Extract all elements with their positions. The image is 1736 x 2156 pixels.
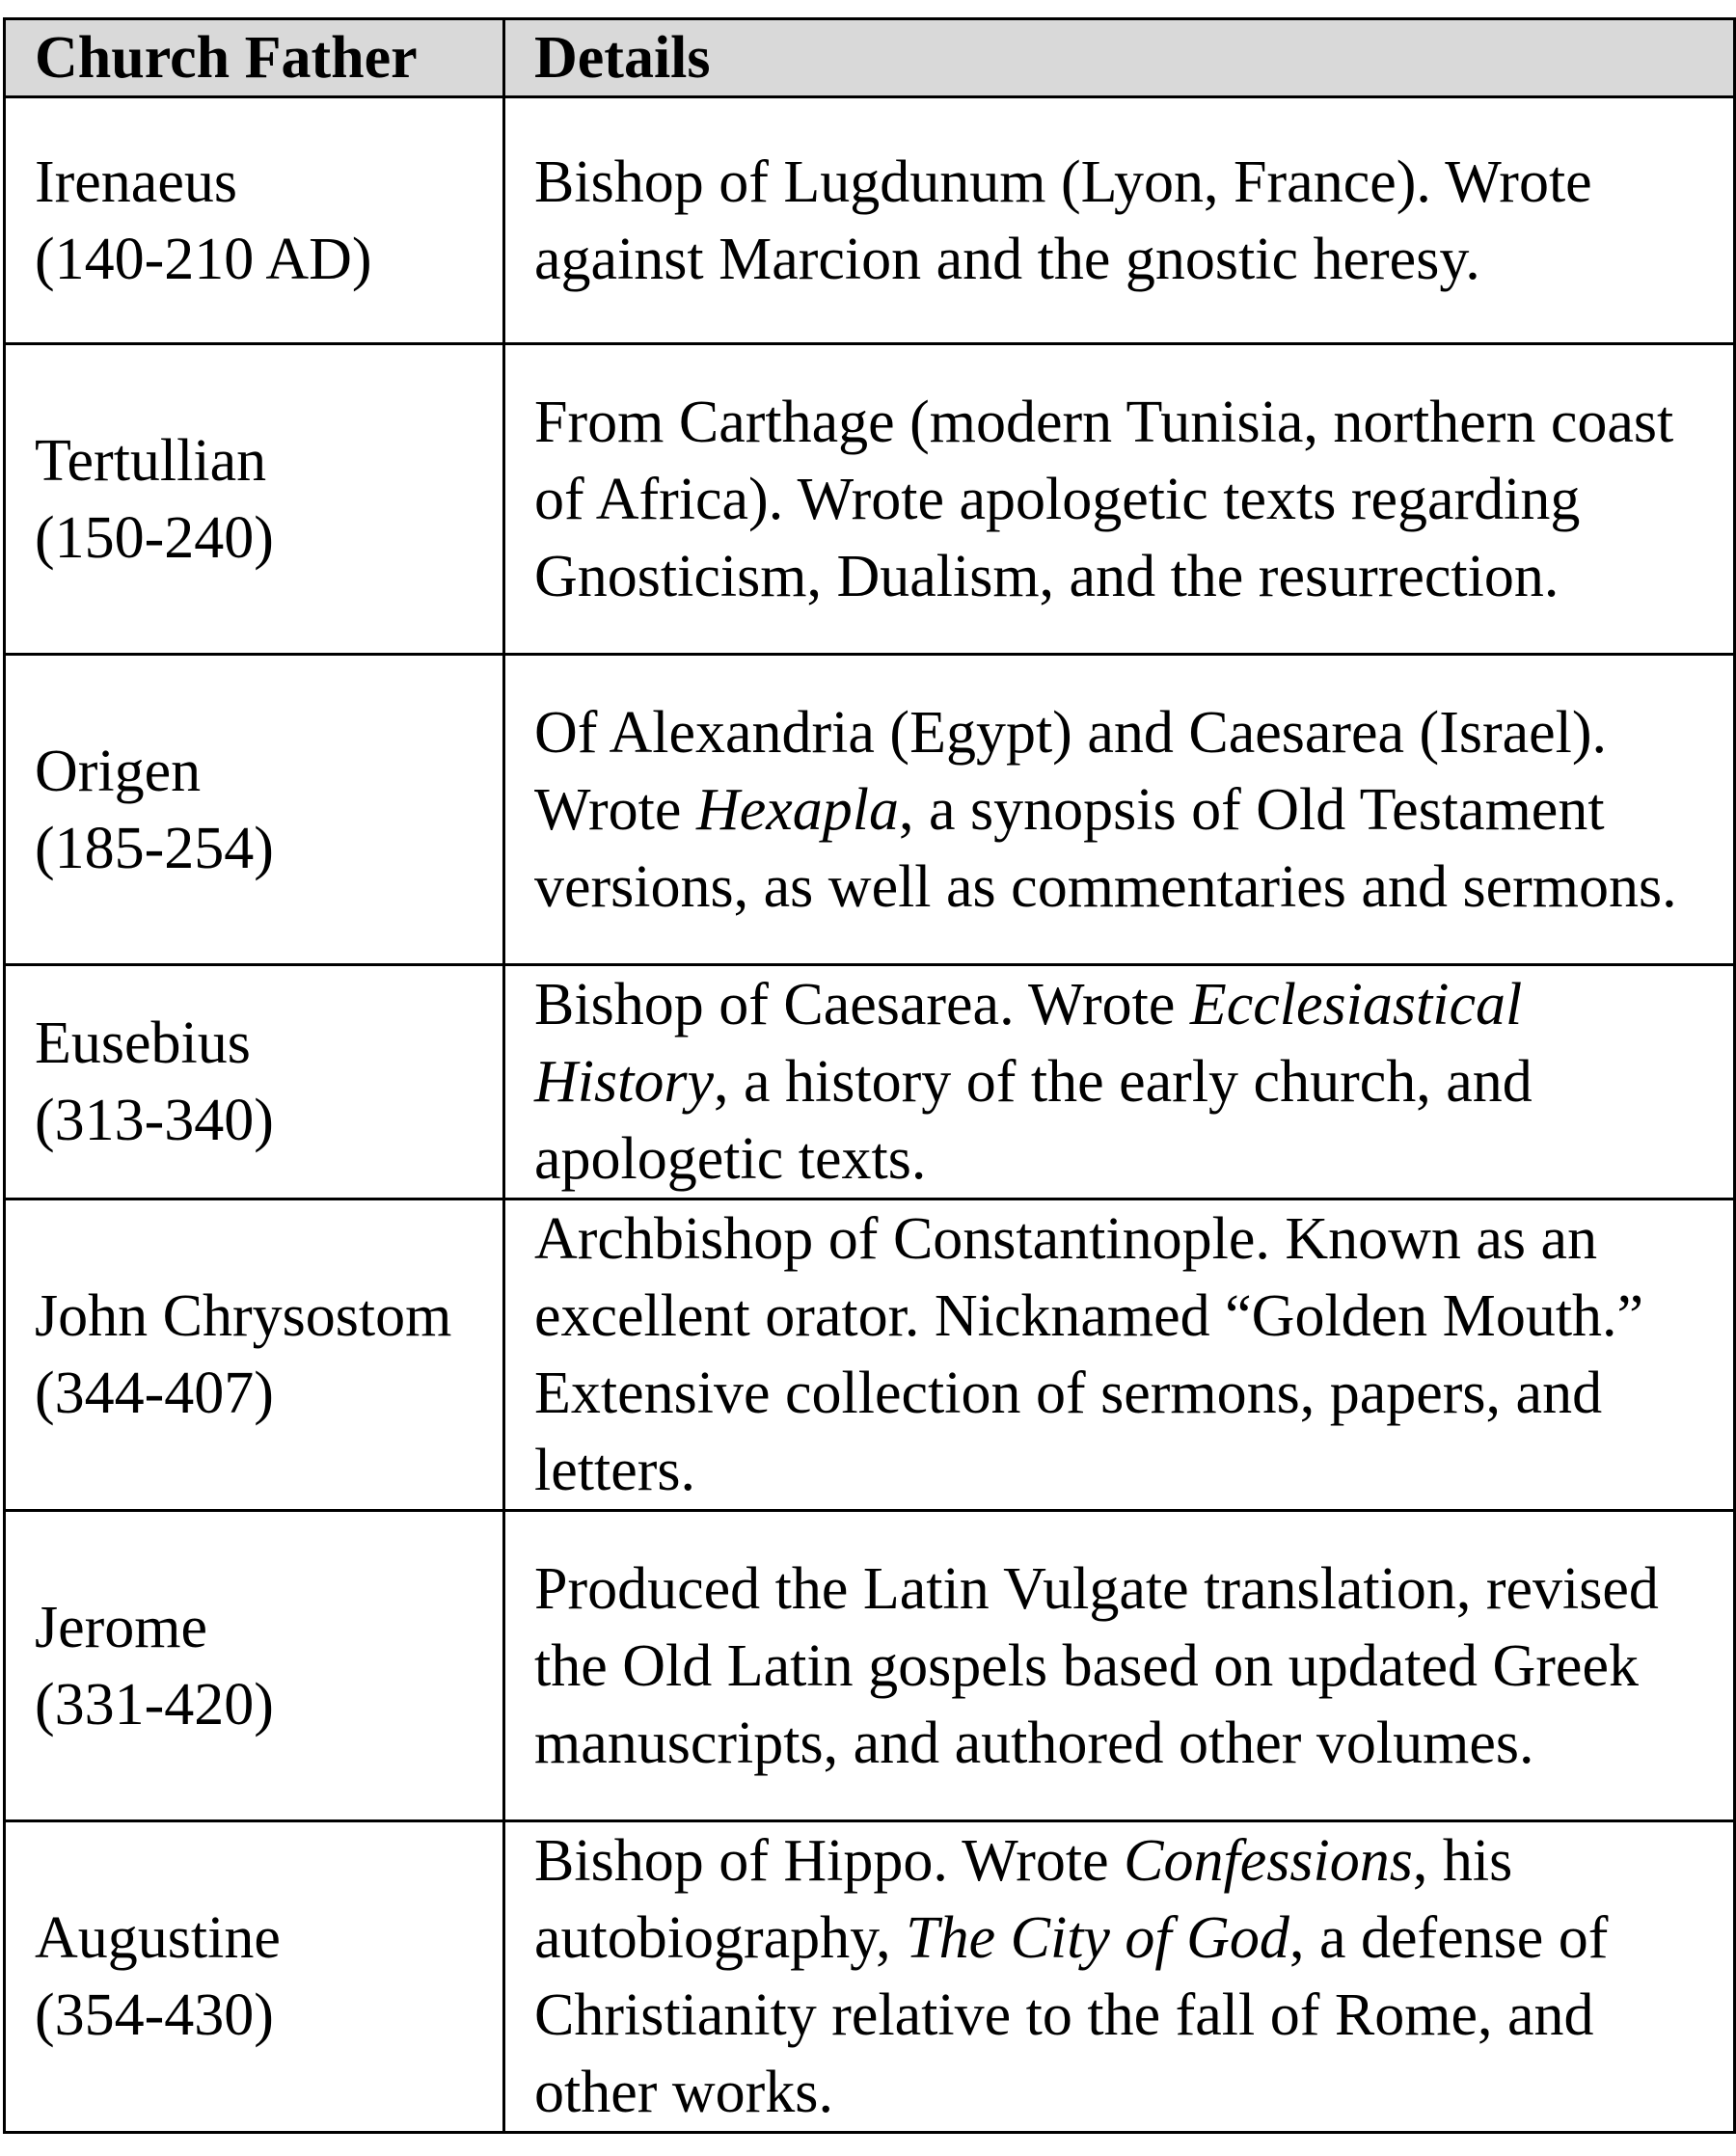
details-text: Bishop of Caesarea. Wrote bbox=[534, 972, 1190, 1038]
details-text: Of Alexandria (Egypt) and Caesarea (Israel). Wrote bbox=[534, 699, 1608, 843]
church-father-name: Jerome bbox=[35, 1594, 208, 1660]
details-text: From Carthage (modern Tunisia, northern coast of Africa). Wrote apologetic texts regarding Gnosticism, Dualism, and the resurrection. bbox=[534, 389, 1674, 609]
table-row bbox=[5, 344, 1735, 655]
church-father-name: Origen bbox=[35, 738, 202, 804]
church-father-cell bbox=[5, 1199, 504, 1511]
details-cell bbox=[504, 344, 1735, 655]
church-father-cell bbox=[5, 1511, 504, 1821]
church-father-name: Tertullian bbox=[35, 427, 267, 494]
work-title: The City of God bbox=[906, 1905, 1289, 1971]
work-title: Confessions bbox=[1124, 1828, 1413, 1894]
church-father-cell bbox=[5, 344, 504, 655]
church-father-dates: (185-254) bbox=[35, 815, 274, 881]
table-row bbox=[5, 1511, 1735, 1821]
table-row bbox=[5, 655, 1735, 965]
church-father-dates: (331-420) bbox=[35, 1671, 274, 1738]
details-text: , a history of the early church, and apologetic texts. bbox=[534, 1049, 1533, 1192]
table-row bbox=[5, 1821, 1735, 2133]
church-father-name: Augustine bbox=[35, 1905, 281, 1971]
work-title: Hexapla bbox=[695, 776, 899, 843]
details-text: , his autobiography, bbox=[534, 1828, 1513, 1971]
details-text: , a defense of Christianity relative to the fall of Rome, and other works. bbox=[534, 1905, 1609, 2125]
details-text: , a synopsis of Old Testament versions, as well as commentaries and sermons. bbox=[534, 776, 1677, 920]
church-father-cell bbox=[5, 97, 504, 344]
church-father-dates: (313-340) bbox=[35, 1088, 274, 1153]
church-father-dates: (140-210 AD) bbox=[35, 226, 372, 292]
church-father-cell bbox=[5, 965, 504, 1199]
church-father-dates: (354-430) bbox=[35, 1982, 274, 2048]
column-header-church-father: Church Father bbox=[5, 19, 504, 97]
church-father-name: Eusebius bbox=[35, 1011, 251, 1076]
details-text: Produced the Latin Vulgate translation, revised the Old Latin gospels based on updated Greek manuscripts, and authored other volumes. bbox=[534, 1555, 1659, 1776]
details-text: Bishop of Hippo. Wrote bbox=[534, 1828, 1125, 1894]
table-row bbox=[5, 97, 1735, 344]
details-cell bbox=[504, 1821, 1735, 2133]
details-cell bbox=[504, 1199, 1735, 1511]
details-cell bbox=[504, 1511, 1735, 1821]
table-row bbox=[5, 1199, 1735, 1511]
details-cell bbox=[504, 965, 1735, 1199]
details-cell bbox=[504, 655, 1735, 965]
table-row bbox=[5, 965, 1735, 1199]
header-row bbox=[5, 19, 1735, 97]
details-text: Archbishop of Constantinople. Known as an excellent orator. Nicknamed “Golden Mouth.” Extensive collection of sermons, papers, and letters. bbox=[534, 1206, 1644, 1503]
details-text: Bishop of Lugdunum (Lyon, France). Wrote against Marcion and the gnostic heresy. bbox=[534, 148, 1592, 292]
work-title: Ecclesiastical History bbox=[534, 972, 1523, 1115]
church-father-dates: (150-240) bbox=[35, 504, 274, 571]
details-cell bbox=[504, 97, 1735, 344]
church-father-name: Irenaeus bbox=[35, 148, 237, 215]
column-header-details: Details bbox=[504, 19, 1735, 97]
church-father-name: John Chrysostom bbox=[35, 1283, 452, 1349]
church-father-cell bbox=[5, 1821, 504, 2133]
church-fathers-table bbox=[3, 17, 1736, 2134]
church-father-cell bbox=[5, 655, 504, 965]
church-father-dates: (344-407) bbox=[35, 1361, 274, 1426]
